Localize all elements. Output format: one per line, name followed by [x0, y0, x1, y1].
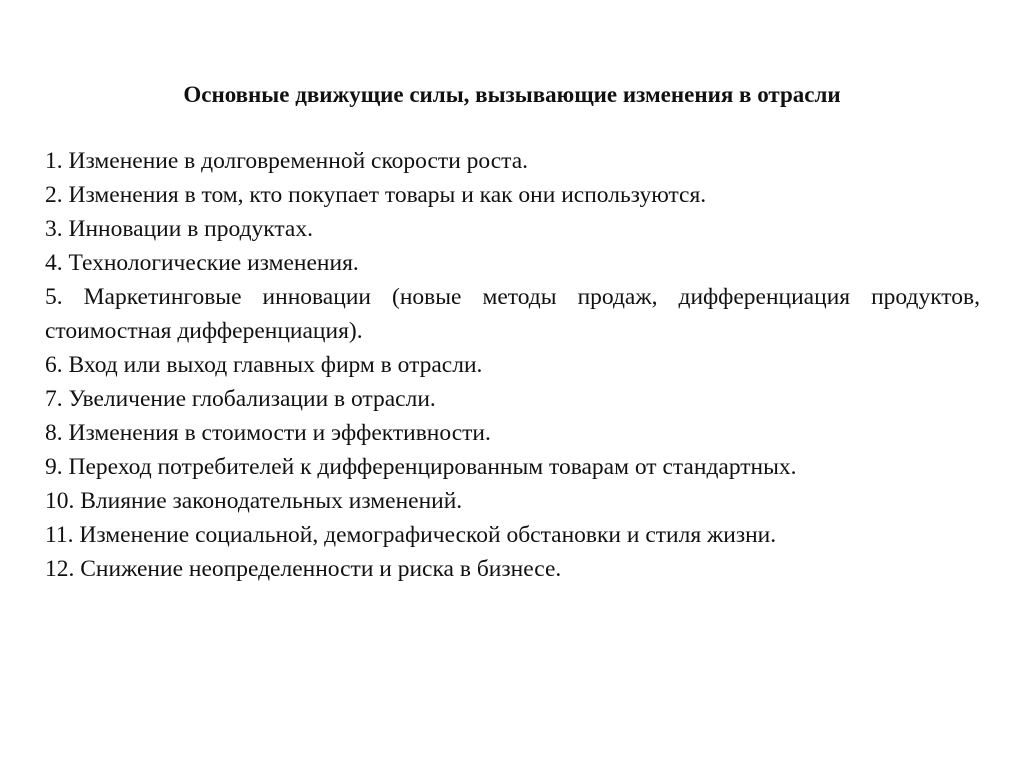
list-item: 8. Изменения в стоимости и эффективности. — [45, 420, 491, 446]
list-item: 6. Вход или выход главных фирм в отрасли. — [45, 352, 483, 378]
driving-forces-list — [45, 144, 980, 586]
list-item: 3. Инновации в продуктах. — [45, 216, 313, 242]
list-item: 10. Влияние законодательных изменений. — [45, 488, 463, 514]
list-item: 1. Изменение в долговременной скорости роста. — [45, 148, 529, 174]
list-item: 5. Маркетинговые инновации (новые методы продаж, дифференциация продуктов, стоимостная дифференциация). — [45, 284, 980, 344]
list-item: 12. Снижение неопределенности и риска в бизнесе. — [45, 556, 562, 582]
list-item: 9. Переход потребителей к дифференцированным товарам от стандартных. — [45, 454, 797, 480]
slide-title: Основные движущие силы, вызывающие изменения в отрасли — [183, 82, 841, 107]
list-item: 7. Увеличение глобализации в отрасли. — [45, 386, 436, 412]
list-item: 4. Технологические изменения. — [45, 250, 359, 276]
list-item: 2. Изменения в том, кто покупает товары и как они используются. — [45, 182, 707, 208]
list-item: 11. Изменение социальной, демографической обстановки и стиля жизни. — [45, 522, 777, 548]
